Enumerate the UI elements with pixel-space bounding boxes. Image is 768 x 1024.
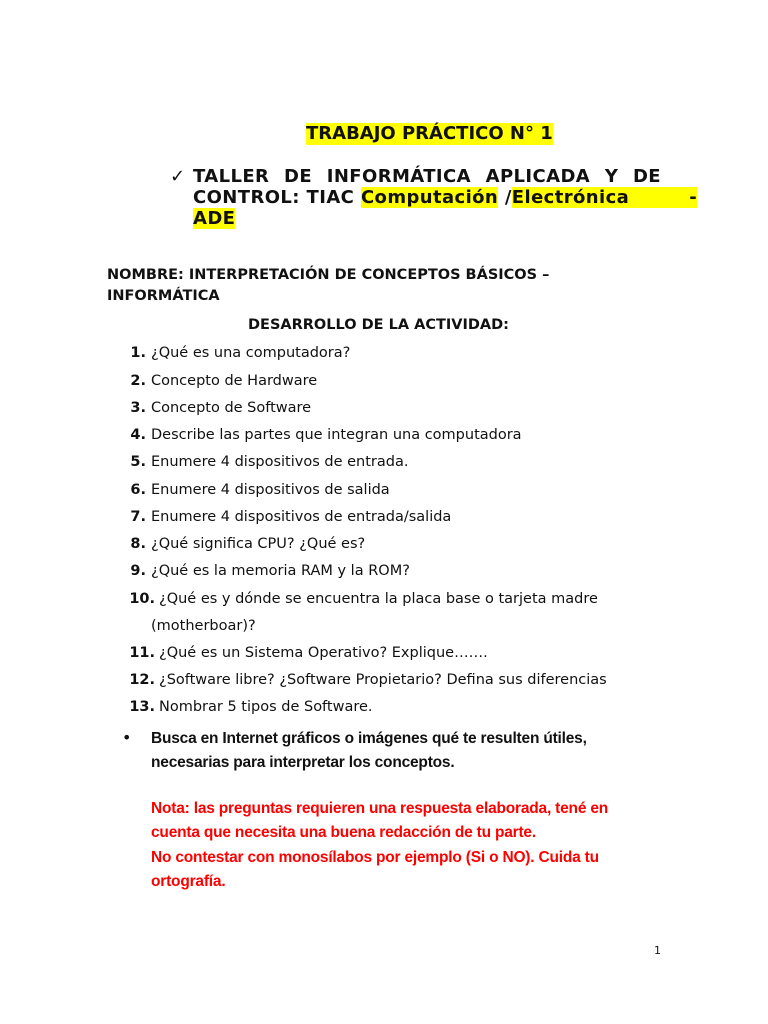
question-number: 4. xyxy=(130,427,146,443)
taller-line-2 xyxy=(193,187,698,208)
question-number: 5. xyxy=(130,454,146,470)
taller-word: Y xyxy=(604,166,619,187)
question-text: ¿Qué es una computadora? xyxy=(151,345,351,361)
bullet-text: Busca en Internet gráficos o imágenes qué te resulten útiles, necesarias para interpretar los conceptos. xyxy=(151,730,587,771)
question-text: Enumere 4 dispositivos de salida xyxy=(151,482,390,498)
checkmark-icon: ✓ xyxy=(170,166,186,187)
taller-word: DE xyxy=(632,166,661,187)
taller-line-1 xyxy=(193,166,661,187)
question-text: ¿Qué es un Sistema Operativo? Explique……. xyxy=(159,645,488,661)
question-number: 9. xyxy=(130,563,146,579)
question-number: 2. xyxy=(130,373,146,389)
nombre-heading: NOMBRE: INTERPRETACIÓN DE CONCEPTOS BÁSICOS – INFORMÁTICA xyxy=(107,267,550,304)
question-text: Concepto de Software xyxy=(151,400,312,416)
document-title: TRABAJO PRÁCTICO N° 1 xyxy=(306,123,553,144)
taller-word: APLICADA xyxy=(485,166,591,187)
question-number: 3. xyxy=(130,400,146,416)
bullet-icon: • xyxy=(122,728,132,747)
question-text: Concepto de Hardware xyxy=(151,373,318,389)
taller-word: INFORMÁTICA xyxy=(326,166,471,187)
taller-slash: / xyxy=(504,187,512,208)
note-line-2: No contestar con monosílabos por ejemplo (Si o NO). Cuida tu ortografía. xyxy=(151,848,599,890)
question-text: Describe las partes que integran una computadora xyxy=(151,427,522,443)
taller-word: TALLER xyxy=(193,166,270,187)
question-number: 11. xyxy=(129,645,155,661)
desarrollo-heading: DESARROLLO DE LA ACTIVIDAD: xyxy=(248,317,509,333)
question-text: ¿Qué significa CPU? ¿Qué es? xyxy=(151,536,366,552)
question-text: Enumere 4 dispositivos de entrada. xyxy=(151,454,409,470)
question-number: 1. xyxy=(130,345,146,361)
question-text: ¿Qué es y dónde se encuentra la placa base o tarjeta madre xyxy=(159,591,598,607)
question-text: ¿Software libre? ¿Software Propietario? Defina sus diferencias xyxy=(159,672,607,688)
taller-word: DE xyxy=(284,166,313,187)
question-number: 7. xyxy=(130,509,146,525)
question-number: 6. xyxy=(130,482,146,498)
taller-line-3 xyxy=(193,208,661,229)
taller-line2-left xyxy=(193,187,689,208)
question-text: ¿Qué es la memoria RAM y la ROM? xyxy=(151,563,410,579)
ade-highlight: ADE xyxy=(193,208,236,229)
dash-highlight: - xyxy=(689,187,698,208)
computacion-highlight: Computación xyxy=(360,187,499,208)
question-number: 12. xyxy=(129,672,155,688)
question-text-continuation: (motherboar)? xyxy=(151,618,256,634)
question-number: 10. xyxy=(129,591,155,607)
taller-prefix: CONTROL: TIAC xyxy=(193,187,361,208)
electronica-highlight: Electrónica xyxy=(512,187,689,208)
note-line-1: Nota: las preguntas requieren una respuesta elaborada, tené en cuenta que necesita una buena redacción de tu parte. xyxy=(151,800,609,842)
page-number: 1 xyxy=(654,944,661,957)
question-text: Enumere 4 dispositivos de entrada/salida xyxy=(151,509,452,525)
question-number: 8. xyxy=(130,536,146,552)
question-number: 13. xyxy=(129,699,155,715)
note-block xyxy=(151,797,631,894)
taller-heading xyxy=(193,166,698,229)
question-text: Nombrar 5 tipos de Software. xyxy=(159,699,373,715)
